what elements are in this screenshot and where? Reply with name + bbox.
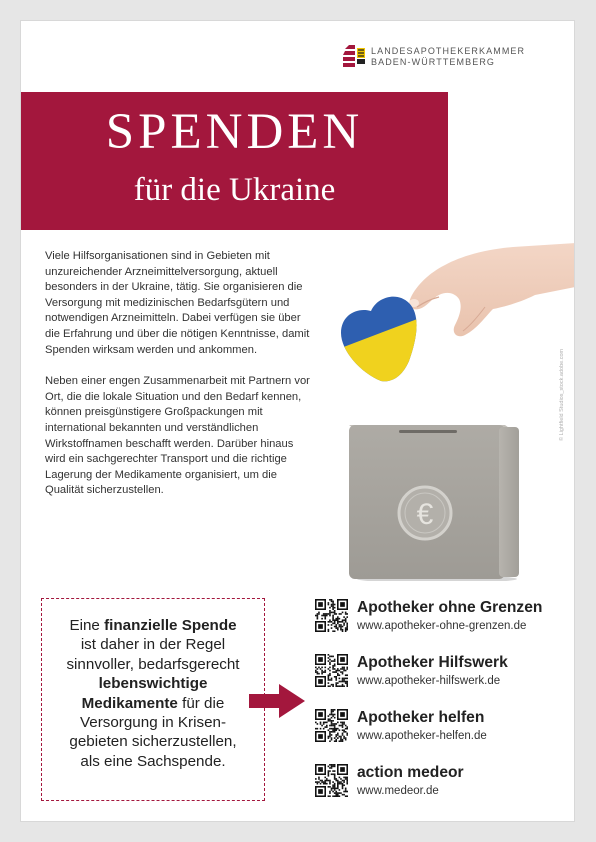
image-credit: © Lightfield Studios_stock.adobe.com — [559, 348, 565, 441]
title-banner — [21, 92, 448, 230]
callout-emphasis: finanzielle Spende — [104, 617, 237, 634]
intro-text — [45, 249, 313, 515]
callout-emphasis: Medikamente — [81, 694, 178, 712]
org-url[interactable]: www.apotheker-hilfswerk.de — [357, 675, 501, 687]
org-entry[interactable] — [315, 599, 565, 639]
org-entry[interactable] — [315, 654, 565, 694]
state-coat-of-arms-icon — [343, 45, 367, 67]
chamber-name-line1: LANDESAPOTHEKERKAMMER — [371, 46, 526, 56]
org-url[interactable]: www.medeor.de — [357, 785, 439, 797]
donation-box — [349, 425, 519, 581]
qr-code-icon[interactable] — [315, 709, 348, 742]
banner-subtitle: für die Ukraine — [133, 172, 336, 208]
org-name: Apotheker ohne Grenzen — [357, 599, 543, 616]
arrow-right-icon — [249, 684, 305, 718]
org-url[interactable]: www.apotheker-helfen.de — [357, 730, 487, 742]
org-name: action medeor — [357, 764, 464, 781]
org-entry[interactable] — [315, 764, 565, 804]
callout-emphasis: lebenswichtige — [98, 675, 208, 693]
donation-illustration — [313, 211, 575, 581]
callout-line-6: Versorgung in Krisen- — [79, 714, 227, 732]
callout-line-2: ist daher in der Regel — [80, 636, 226, 654]
org-name: Apotheker Hilfswerk — [357, 654, 508, 671]
intro-paragraph-2: Neben einer engen Zusammenarbeit mit Partnern vor Ort, die die lokale Situation und den Bedarf kennen, können preisgünstigere Großpackungen mit international bekannten und verständlichen Wirkstoffnamen beschafft werden. Darüber hinaus wird ein sachgerechter Transport und die richtige Lagerung der Medikamente organisiert, um die Qualität sicherzustellen. — [45, 375, 310, 497]
qr-code-icon[interactable] — [315, 654, 348, 687]
org-name: Apotheker helfen — [357, 709, 485, 726]
org-entry[interactable] — [315, 709, 565, 749]
callout-line-3: sinnvoller, bedarfsgerecht — [66, 655, 240, 673]
org-url[interactable]: www.apotheker-ohne-grenzen.de — [357, 620, 527, 632]
callout-text: Eine — [69, 617, 105, 634]
poster — [20, 20, 575, 822]
callout-line-7: gebieten sicherzustellen, — [69, 733, 237, 751]
intro-paragraph-1: Viele Hilfsorganisationen sind in Gebieten mit unzureichender Arzneimittelversorgung, aktuell besonders in der Ukraine, tätig. Sie organisieren die Versorgung mit medizinischen Bedarfsgütern und notwendigen Arzneimitteln. Dabei verfügen sie über die Erfahrung und über die nötigen Kenntnisse, damit Spenden wirksam werden und ankommen. — [45, 250, 310, 356]
chamber-name-line2: BADEN-WÜRTTEMBERG — [371, 57, 496, 67]
callout-text: für die — [177, 694, 225, 712]
qr-code-icon[interactable] — [315, 764, 348, 797]
callout-line-1 — [42, 616, 264, 635]
callout-line-5 — [42, 694, 264, 713]
euro-icon: € — [416, 498, 434, 531]
banner-title: SPENDEN — [105, 104, 364, 160]
donation-callout — [41, 598, 265, 801]
callout-line-8: als eine Sachspende. — [80, 752, 226, 770]
chamber-name — [371, 46, 525, 68]
hand — [409, 243, 575, 336]
qr-code-icon[interactable] — [315, 599, 348, 632]
callout-line-4 — [42, 674, 264, 693]
